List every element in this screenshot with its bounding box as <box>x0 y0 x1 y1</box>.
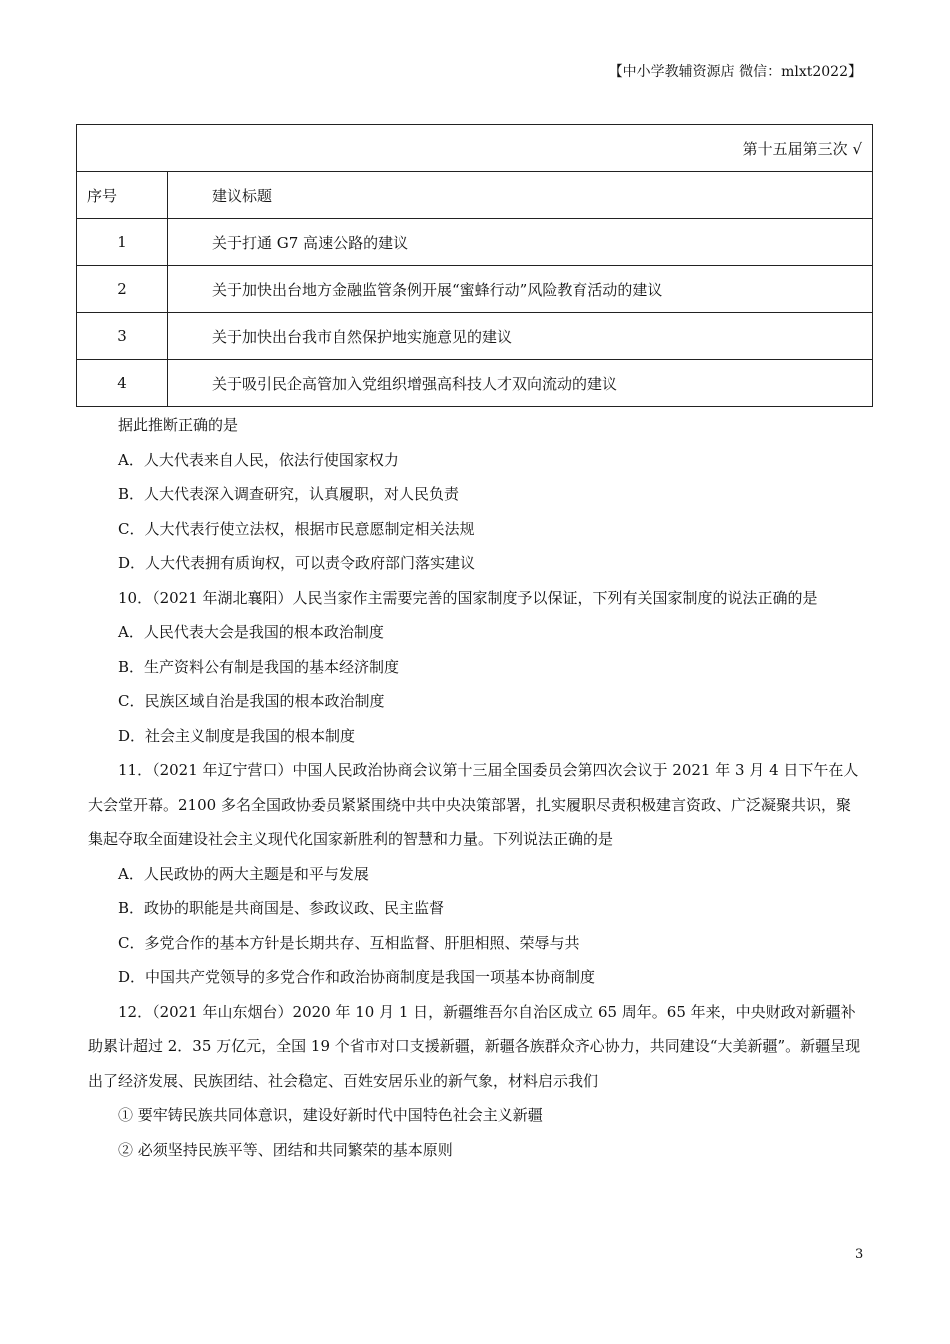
page-number: 3 <box>855 1247 864 1262</box>
table-row <box>77 360 873 407</box>
q9-option-a: A．人大代表来自人民，依法行使国家权力 <box>118 450 399 469</box>
q12-stem: 12．（2021 年山东烟台）2020 年 10 月 1 日，新疆维吾尔自治区成立 65 周年。65 年来，中央财政对新疆补助累计超过 2．35 万亿元，全国 19 个省市对口支援新疆，新疆各族群众齐心协力，共同建设“大美新疆”。新疆呈现出了经济发展、民族团结、社会稳定、百姓安居乐业的新气象，材料启示我们 <box>88 1002 861 1090</box>
column-header-num: 序号 <box>77 172 168 219</box>
q10-option-b: B．生产资料公有制是我国的基本经济制度 <box>118 657 400 676</box>
row-title: 关于打通 G7 高速公路的建议 <box>168 219 873 266</box>
row-num: 2 <box>77 266 168 313</box>
q11-option-d: D．中国共产党领导的多党合作和政治协商制度是我国一项基本协商制度 <box>118 968 596 986</box>
column-header-title: 建议标题 <box>168 172 873 219</box>
header-note: 【中小学教辅资源店 微信：mlxt2022】 <box>608 64 862 80</box>
q10-option-d: D．社会主义制度是我国的根本制度 <box>118 726 356 745</box>
row-title: 关于加快出台地方金融监管条例开展“蜜蜂行动”风险教育活动的建议 <box>168 266 873 313</box>
row-num: 1 <box>77 219 168 266</box>
q11-stem: 11．（2021 年辽宁营口）中国人民政治协商会议第十三届全国委员会第四次会议于 2021 年 3 月 4 日下午在人大会堂开幕。2100 多名全国政协委员紧紧围绕中共中央决策部署，扎实履职尽责积极建言资政、广泛凝聚共识，聚集起夺取全面建设社会主义现代化国家新胜利的智慧和力量。下列说法正确的是 <box>88 761 859 848</box>
q9-option-c: C．人大代表行使立法权，根据市民意愿制定相关法规 <box>118 519 475 538</box>
row-title: 关于加快出台我市自然保护地实施意见的建议 <box>168 313 873 360</box>
table-header-row <box>77 172 873 219</box>
q10-option-a: A．人民代表大会是我国的根本政治制度 <box>118 623 384 641</box>
table-row <box>77 219 873 266</box>
q9-option-b: B．人大代表深入调查研究，认真履职，对人民负责 <box>118 485 460 503</box>
q12-item-1: ① 要牢铸民族共同体意识，建设好新时代中国特色社会主义新疆 <box>118 1106 543 1124</box>
q10-option-c: C．民族区域自治是我国的根本政治制度 <box>118 692 385 710</box>
table-caption: 第十五届第三次 √ <box>77 125 873 172</box>
row-num: 4 <box>77 360 168 407</box>
q11-option-a: A．人民政协的两大主题是和平与发展 <box>118 864 369 883</box>
q11-option-c: C．多党合作的基本方针是长期共存、互相监督、肝胆相照、荣辱与共 <box>118 933 580 952</box>
q11-option-b: B．政协的职能是共商国是、参政议政、民主监督 <box>118 899 445 917</box>
table-row <box>77 266 873 313</box>
proposal-table <box>76 124 873 407</box>
row-num: 3 <box>77 313 168 360</box>
q12-item-2: ② 必须坚持民族平等、团结和共同繁荣的基本原则 <box>118 1140 453 1159</box>
table-caption-row <box>77 125 873 172</box>
table-row <box>77 313 873 360</box>
q9-stem: 据此推断正确的是 <box>118 416 239 434</box>
q10-stem: 10．（2021 年湖北襄阳）人民当家作主需要完善的国家制度予以保证，下列有关国家制度的说法正确的是 <box>118 588 818 607</box>
row-title: 关于吸引民企高管加入党组织增强高科技人才双向流动的建议 <box>168 360 873 407</box>
question-content <box>88 408 863 1167</box>
q9-option-d: D．人大代表拥有质询权，可以责令政府部门落实建议 <box>118 554 476 572</box>
